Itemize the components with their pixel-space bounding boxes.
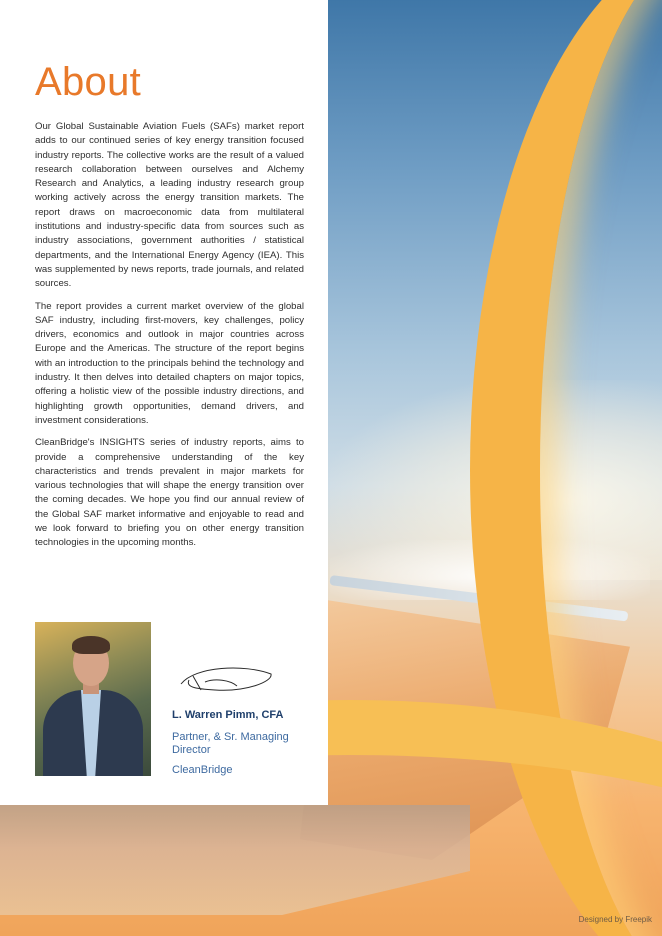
content-panel (0, 0, 328, 805)
body-text (35, 120, 304, 559)
author-name: L. Warren Pimm, CFA (172, 709, 284, 721)
page-title: About (35, 60, 142, 104)
image-credit: Designed by Freepik (578, 915, 652, 924)
author-photo (35, 622, 151, 776)
paragraph: The report provides a current market overview of the global SAF industry, including first-movers, key challenges, policy drivers, economics and outlook in major countries across Europe and the Americas. The structure of the report begins with an introduction to the principals behind the technology and industry. It then delves into detailed chapters on major topics, offering a holistic view of the possible industry directions, and highlighting growth opportunities, demand drivers, and investment considerations. (35, 300, 304, 426)
paragraph: CleanBridge's INSIGHTS series of industry reports, aims to provide a comprehensive understanding of the key characteristics and trends prevalent in major markets for various technologies that will shape the energy transition over the coming decades. We hope you find our annual review of the Global SAF market informative and enjoyable to read and we look forward to briefing you on other energy transition technologies in the upcoming months. (35, 437, 304, 549)
author-organization: CleanBridge (172, 764, 233, 776)
author-role: Partner, & Sr. Managing Director (172, 731, 289, 756)
paragraph: Our Global Sustainable Aviation Fuels (SAFs) market report adds to our continued series of key energy transition focused industry reports. The collective works are the result of a valued research collaboration between ourselves and Alchemy Research and Analytics, a leading industry research group working actively across the energy transition markets. The report draws on macroeconomic data from multilateral institutions and industry-specific data from sources such as industry associations, government authorities / statistical departments, and the International Energy Agency (IEA). This was supplemented by news reports, trade journals, and related sources. (35, 121, 304, 290)
author-signature (175, 660, 275, 696)
photo-hair (72, 636, 110, 654)
